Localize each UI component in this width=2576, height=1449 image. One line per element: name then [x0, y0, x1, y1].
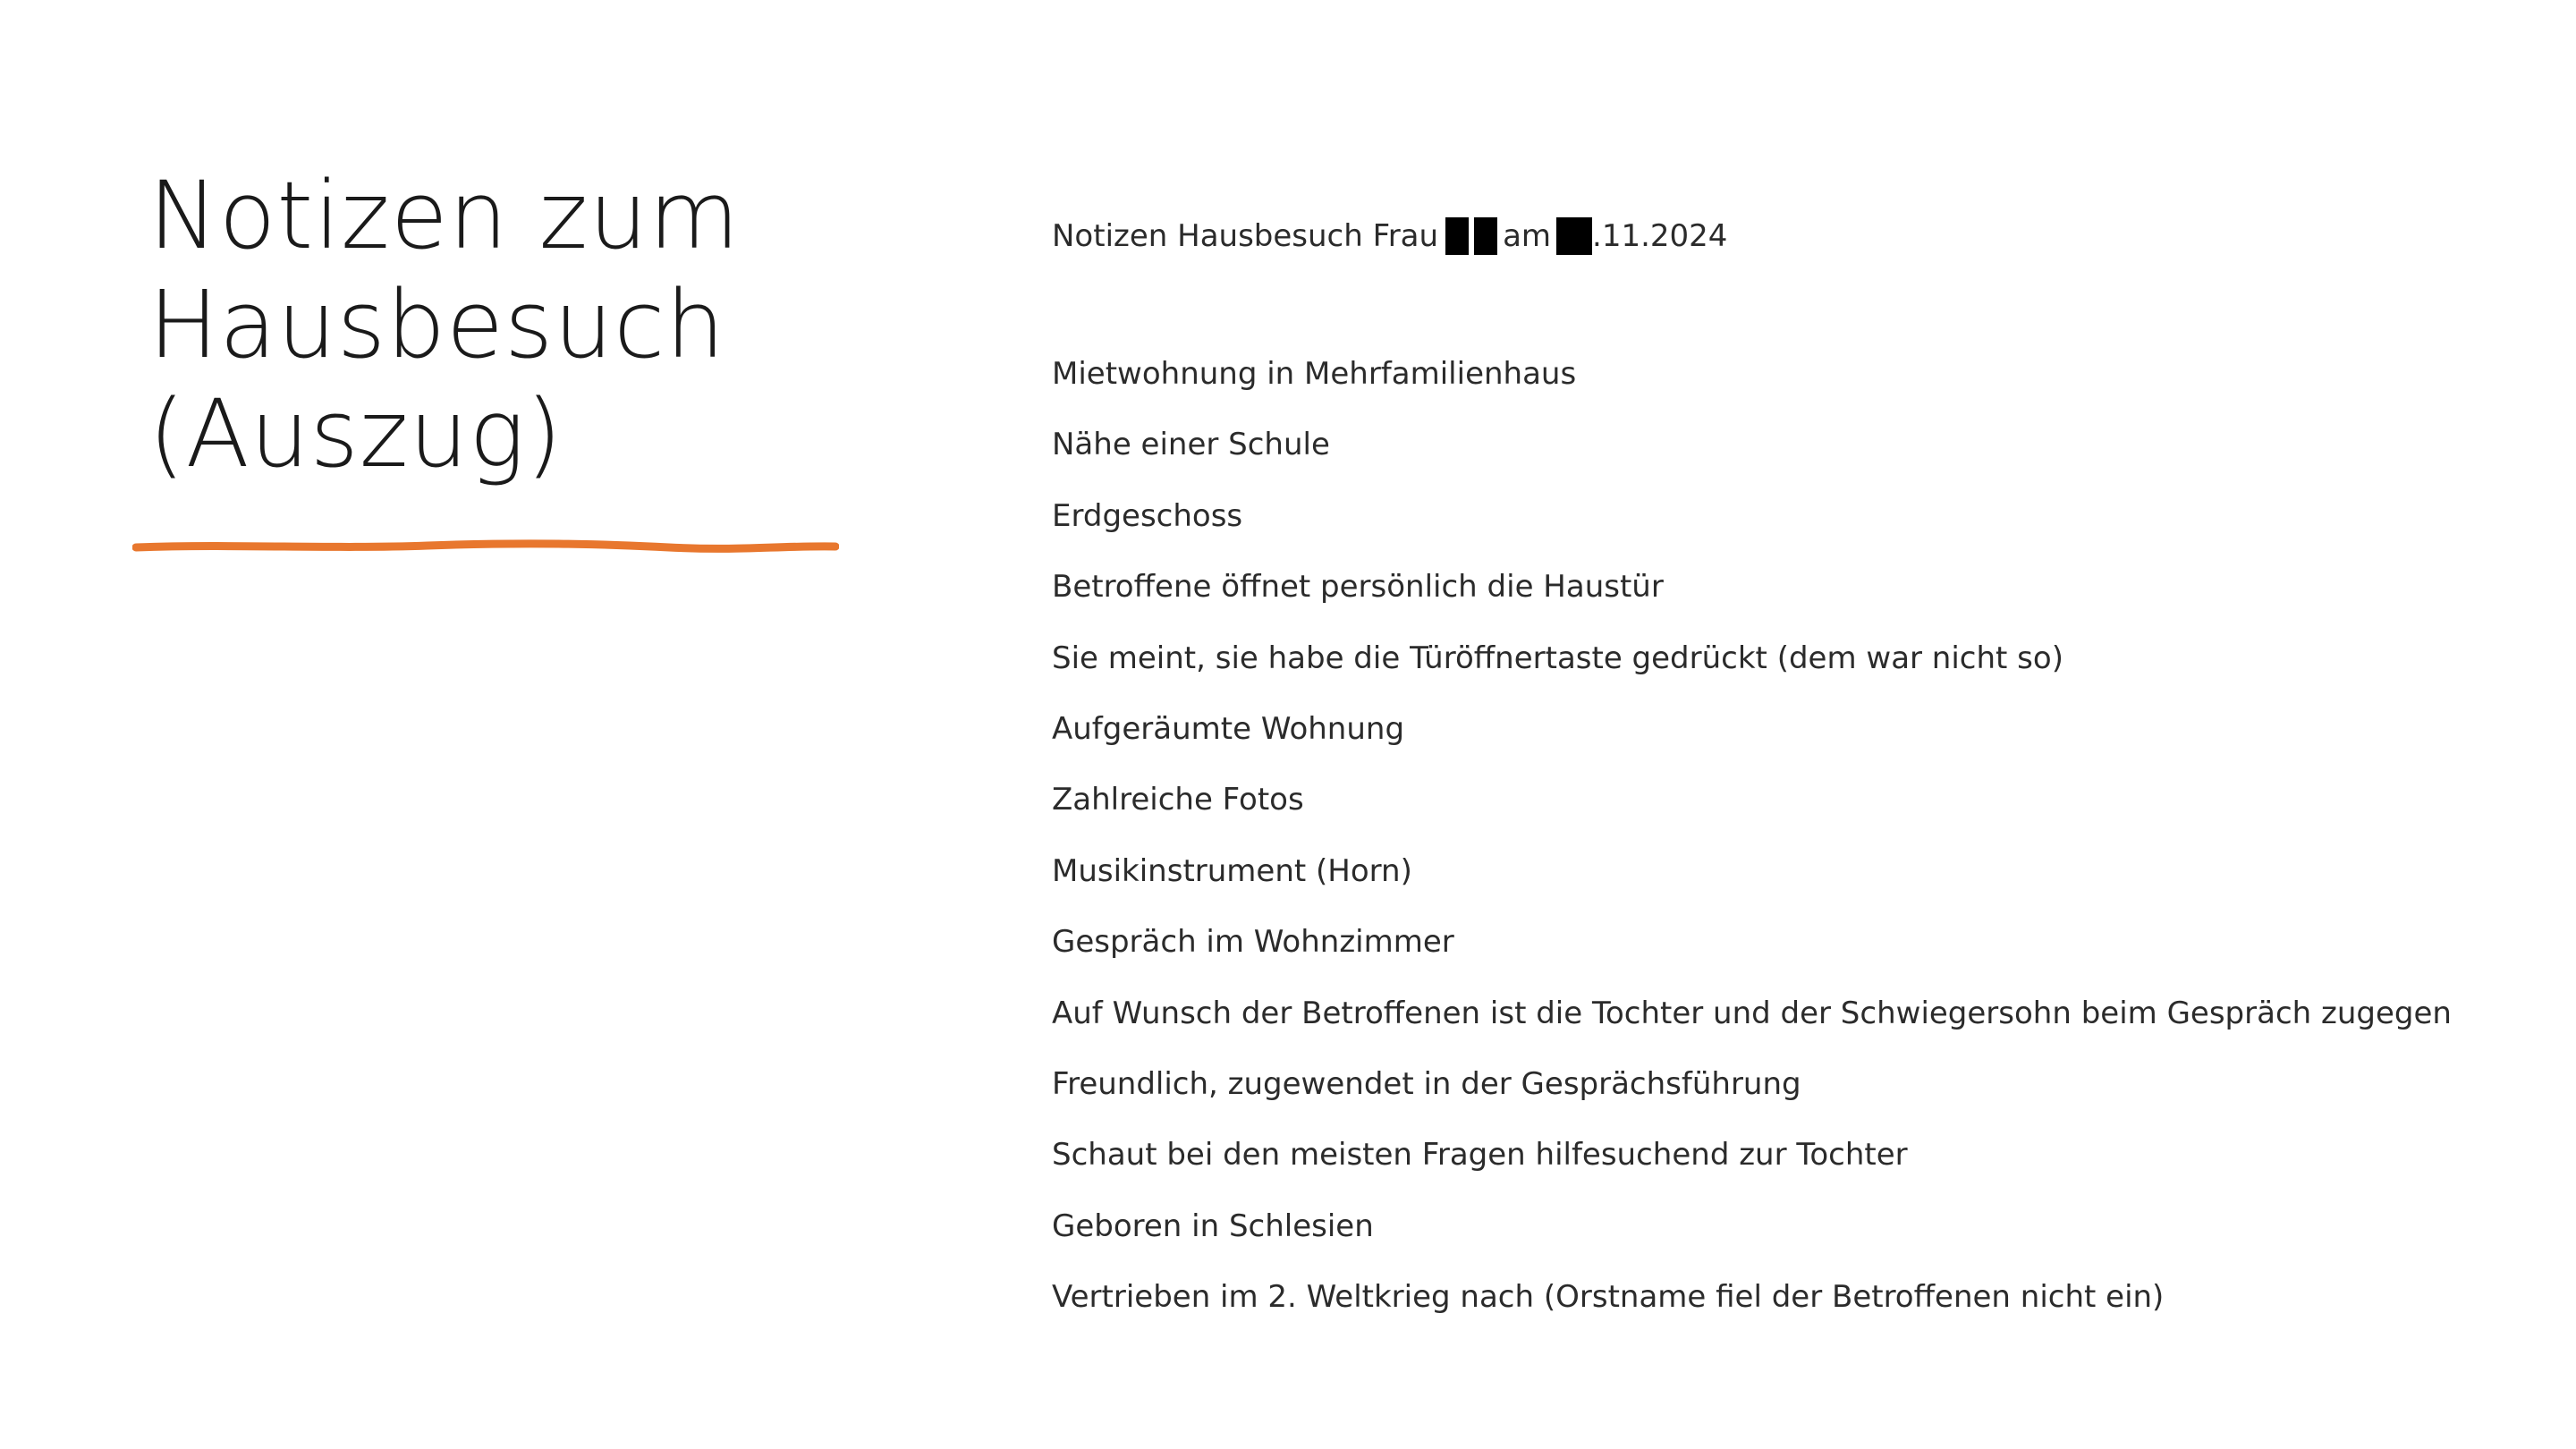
- notes-heading-prefix: Notizen Hausbesuch Frau: [1052, 218, 1439, 254]
- note-item: Erdgeschoss: [1052, 497, 1243, 534]
- note-item: Freundlich, zugewendet in der Gesprächsführung: [1052, 1065, 1801, 1102]
- note-item: Nähe einer Schule: [1052, 427, 1330, 463]
- note-item: Musikinstrument (Horn): [1052, 852, 1412, 889]
- note-item: Aufgeräumte Wohnung: [1052, 710, 1405, 747]
- notes-heading: [1052, 213, 2483, 259]
- note-item: Zahlreiche Fotos: [1052, 782, 1304, 818]
- redaction-block: [1445, 217, 1469, 255]
- notes-excerpt: [1052, 213, 2483, 1316]
- note-item: Auf Wunsch der Betroffenen ist die Tochter und der Schwiegersohn beim Gespräch zugegen: [1052, 995, 2452, 1031]
- accent-underline: [132, 537, 839, 558]
- note-item: Geboren in Schlesien: [1052, 1208, 1374, 1244]
- note-item: Vertrieben im 2. Weltkrieg nach (Orstname fiel der Betroffenen nicht ein): [1052, 1279, 2165, 1316]
- notes-list: [1052, 351, 2452, 1344]
- notes-heading-suffix: .11.2024: [1592, 218, 1728, 254]
- note-item: Betroffene öffnet persönlich die Haustür: [1052, 569, 1664, 606]
- redaction-block: [1474, 217, 1497, 255]
- note-item: Mietwohnung in Mehrfamilienhaus: [1052, 356, 1577, 392]
- notes-heading-middle: am: [1503, 218, 1552, 254]
- slide-title: [148, 161, 953, 488]
- title-line-3: (Auszug): [148, 379, 564, 488]
- note-item: Sie meint, sie habe die Türöffnertaste gedrückt (dem war nicht so): [1052, 640, 2063, 676]
- title-line-2: Hausbesuch: [148, 270, 726, 379]
- redaction-block: [1556, 217, 1592, 255]
- note-item: Gespräch im Wohnzimmer: [1052, 924, 1454, 961]
- note-item: Schaut bei den meisten Fragen hilfesuchend zur Tochter: [1052, 1137, 1908, 1174]
- title-line-1: Notizen zum: [148, 161, 741, 270]
